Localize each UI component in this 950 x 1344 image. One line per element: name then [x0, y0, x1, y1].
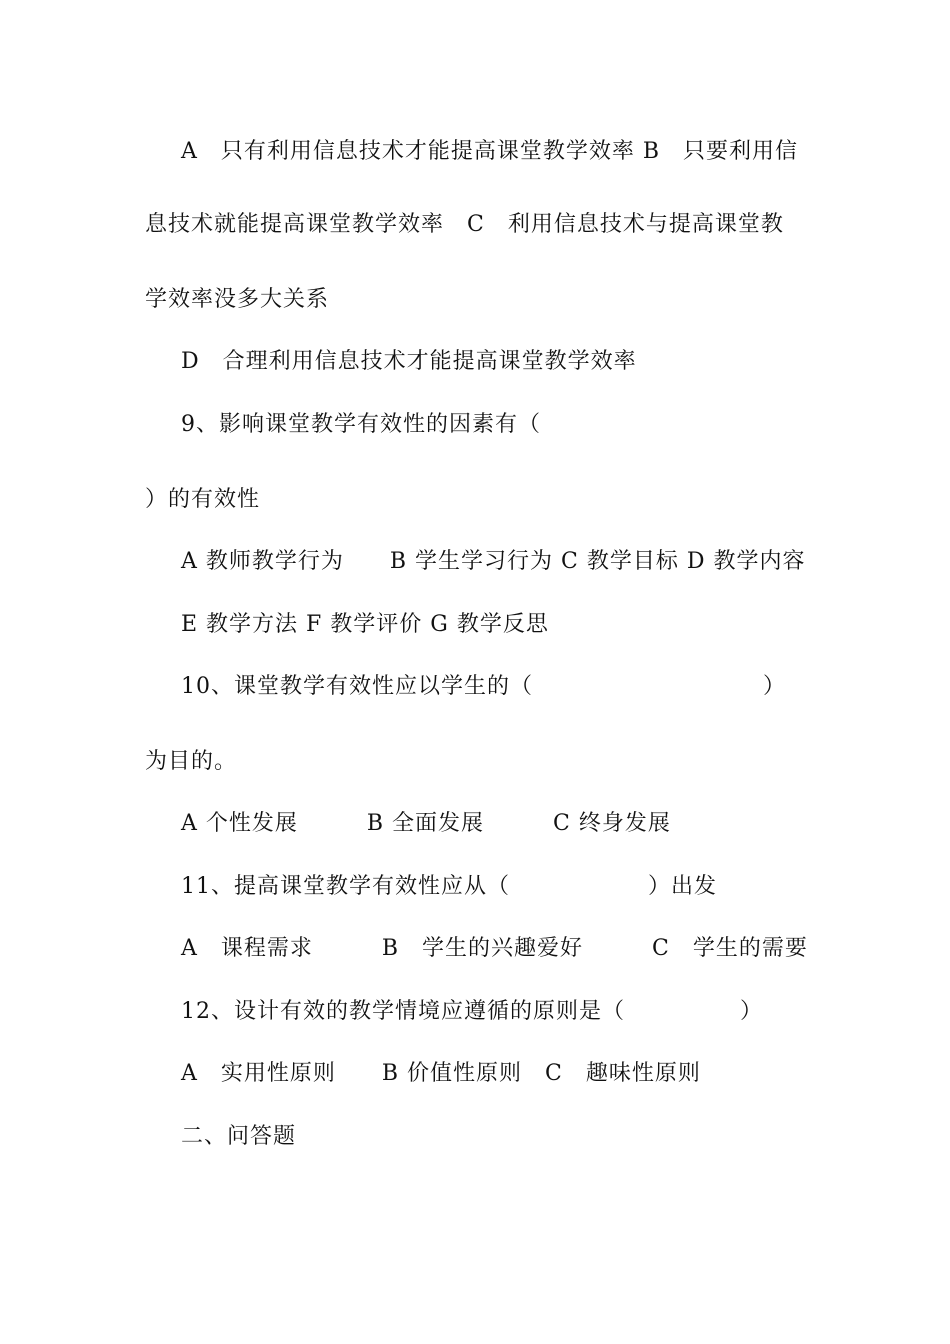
question-9-cont: ）的有效性	[145, 487, 261, 512]
question-11: 11、提高课堂教学有效性应从（ ）出发	[181, 874, 717, 899]
question-10-cont: 为目的。	[145, 749, 238, 774]
option-line-8bc: 息技术就能提高课堂教学效率 C 利用信息技术与提高课堂教	[145, 212, 784, 237]
option-line-8ab: A 只有利用信息技术才能提高课堂教学效率 B 只要利用信	[181, 139, 799, 164]
option-line-9a: A 教师教学行为 B 学生学习行为 C 教学目标 D 教学内容	[181, 549, 806, 574]
option-line-10: A 个性发展 B 全面发展 C 终身发展	[181, 811, 671, 836]
option-line-9b: E 教学方法 F 教学评价 G 教学反思	[181, 612, 549, 637]
question-9: 9、影响课堂教学有效性的因素有（	[181, 412, 541, 437]
option-line-8c-cont: 学效率没多大关系	[145, 287, 330, 312]
question-10: 10、课堂教学有效性应以学生的（ ）	[181, 674, 786, 699]
option-line-8d: D 合理利用信息技术才能提高课堂教学效率	[181, 349, 637, 374]
option-line-11: A 课程需求 B 学生的兴趣爱好 C 学生的需要	[181, 936, 808, 961]
option-line-12: A 实用性原则 B 价值性原则 C 趣味性原则	[181, 1061, 701, 1086]
question-12: 12、设计有效的教学情境应遵循的原则是（ ）	[181, 999, 763, 1024]
section-heading-qa: 二、问答题	[181, 1124, 297, 1149]
